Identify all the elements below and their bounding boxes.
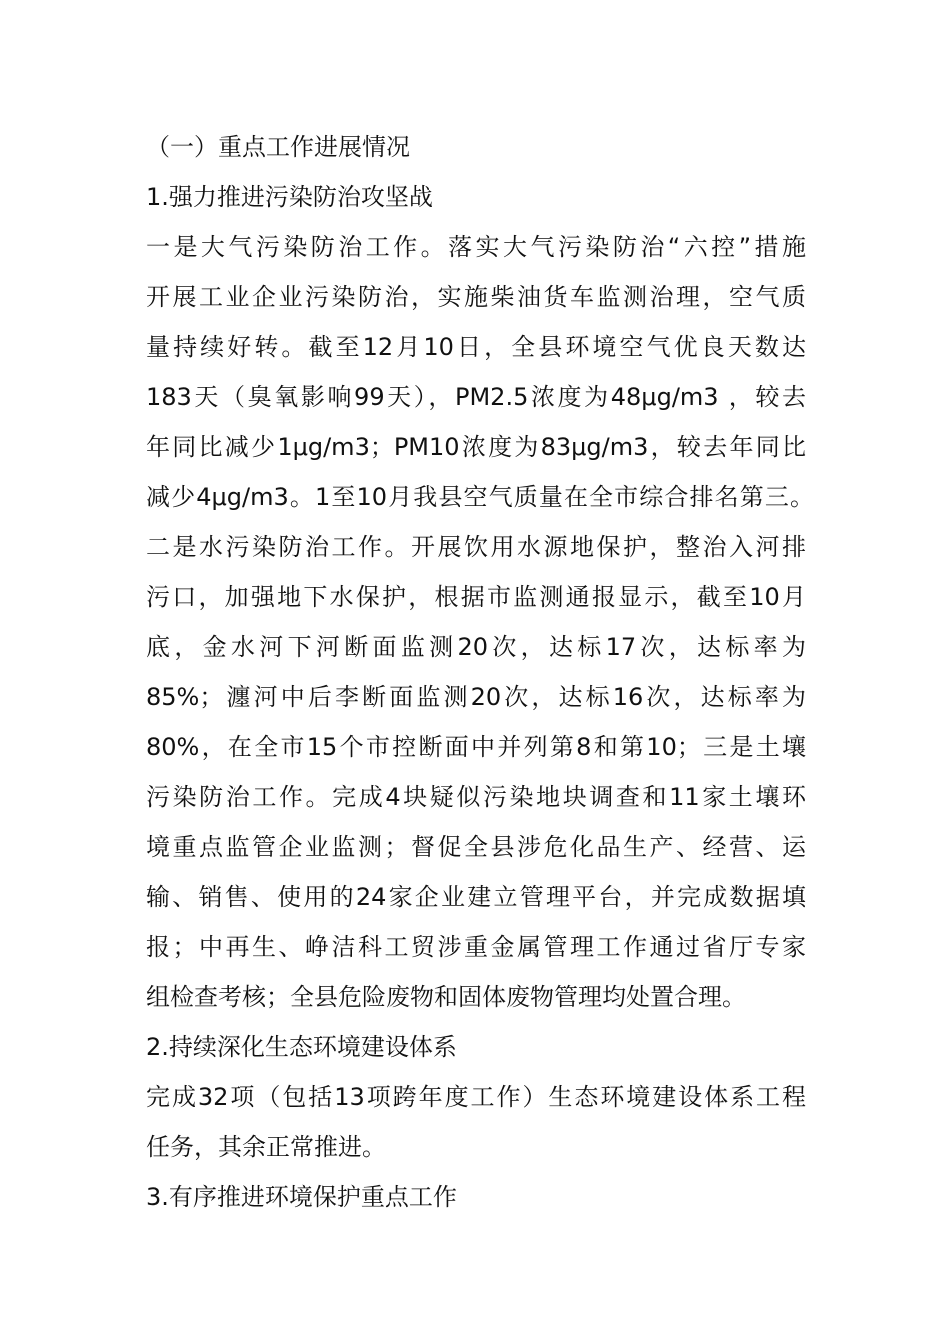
- subsection-heading-3: 3.有序推进环境保护重点工作: [146, 1183, 457, 1211]
- paragraph-line: 底，金水河下河断面监测20次，达标17次，达标率为: [146, 633, 806, 661]
- paragraph-line: 任务，其余正常推进。: [146, 1133, 386, 1161]
- subsection-heading-2: 2.持续深化生态环境建设体系: [146, 1033, 457, 1061]
- paragraph-line: 组检查考核；全县危险废物和固体废物管理均处置合理。: [146, 983, 746, 1011]
- paragraph-line: 减少4μg/m3。1至10月我县空气质量在全市综合排名第三。: [146, 483, 814, 511]
- paragraph-line: 境重点监管企业监测；督促全县涉危化品生产、经营、运: [146, 833, 806, 861]
- paragraph-line: 量持续好转。截至12月10日，全县环境空气优良天数达: [146, 333, 806, 361]
- paragraph-line: 85%；瀍河中后李断面监测20次，达标16次，达标率为: [146, 683, 806, 711]
- paragraph-line: 二是水污染防治工作。开展饮用水源地保护，整治入河排: [146, 533, 806, 561]
- paragraph-line: 开展工业企业污染防治，实施柴油货车监测治理，空气质: [146, 283, 806, 311]
- paragraph-line: 污染防治工作。完成4块疑似污染地块调查和11家土壤环: [146, 783, 806, 811]
- paragraph-line: 183天（臭氧影响99天），PM2.5浓度为48μg/m3 ，较去: [146, 383, 806, 411]
- paragraph-line: 报；中再生、峥洁科工贸涉重金属管理工作通过省厅专家: [146, 933, 806, 961]
- paragraph-line: 80%，在全市15个市控断面中并列第8和第10；三是土壤: [146, 733, 806, 761]
- paragraph-line: 输、销售、使用的24家企业建立管理平台，并完成数据填: [146, 883, 806, 911]
- subsection-heading-1: 1.强力推进污染防治攻坚战: [146, 183, 433, 211]
- section-heading: （一）重点工作进展情况: [146, 133, 410, 161]
- paragraph-line: 一是大气污染防治工作。落实大气污染防治“六控”措施: [146, 233, 806, 261]
- paragraph-line: 污口，加强地下水保护，根据市监测通报显示，截至10月: [146, 583, 806, 611]
- paragraph-line: 年同比减少1μg/m3；PM10浓度为83μg/m3，较去年同比: [146, 433, 806, 461]
- paragraph-line: 完成32项（包括13项跨年度工作）生态环境建设体系工程: [146, 1083, 806, 1111]
